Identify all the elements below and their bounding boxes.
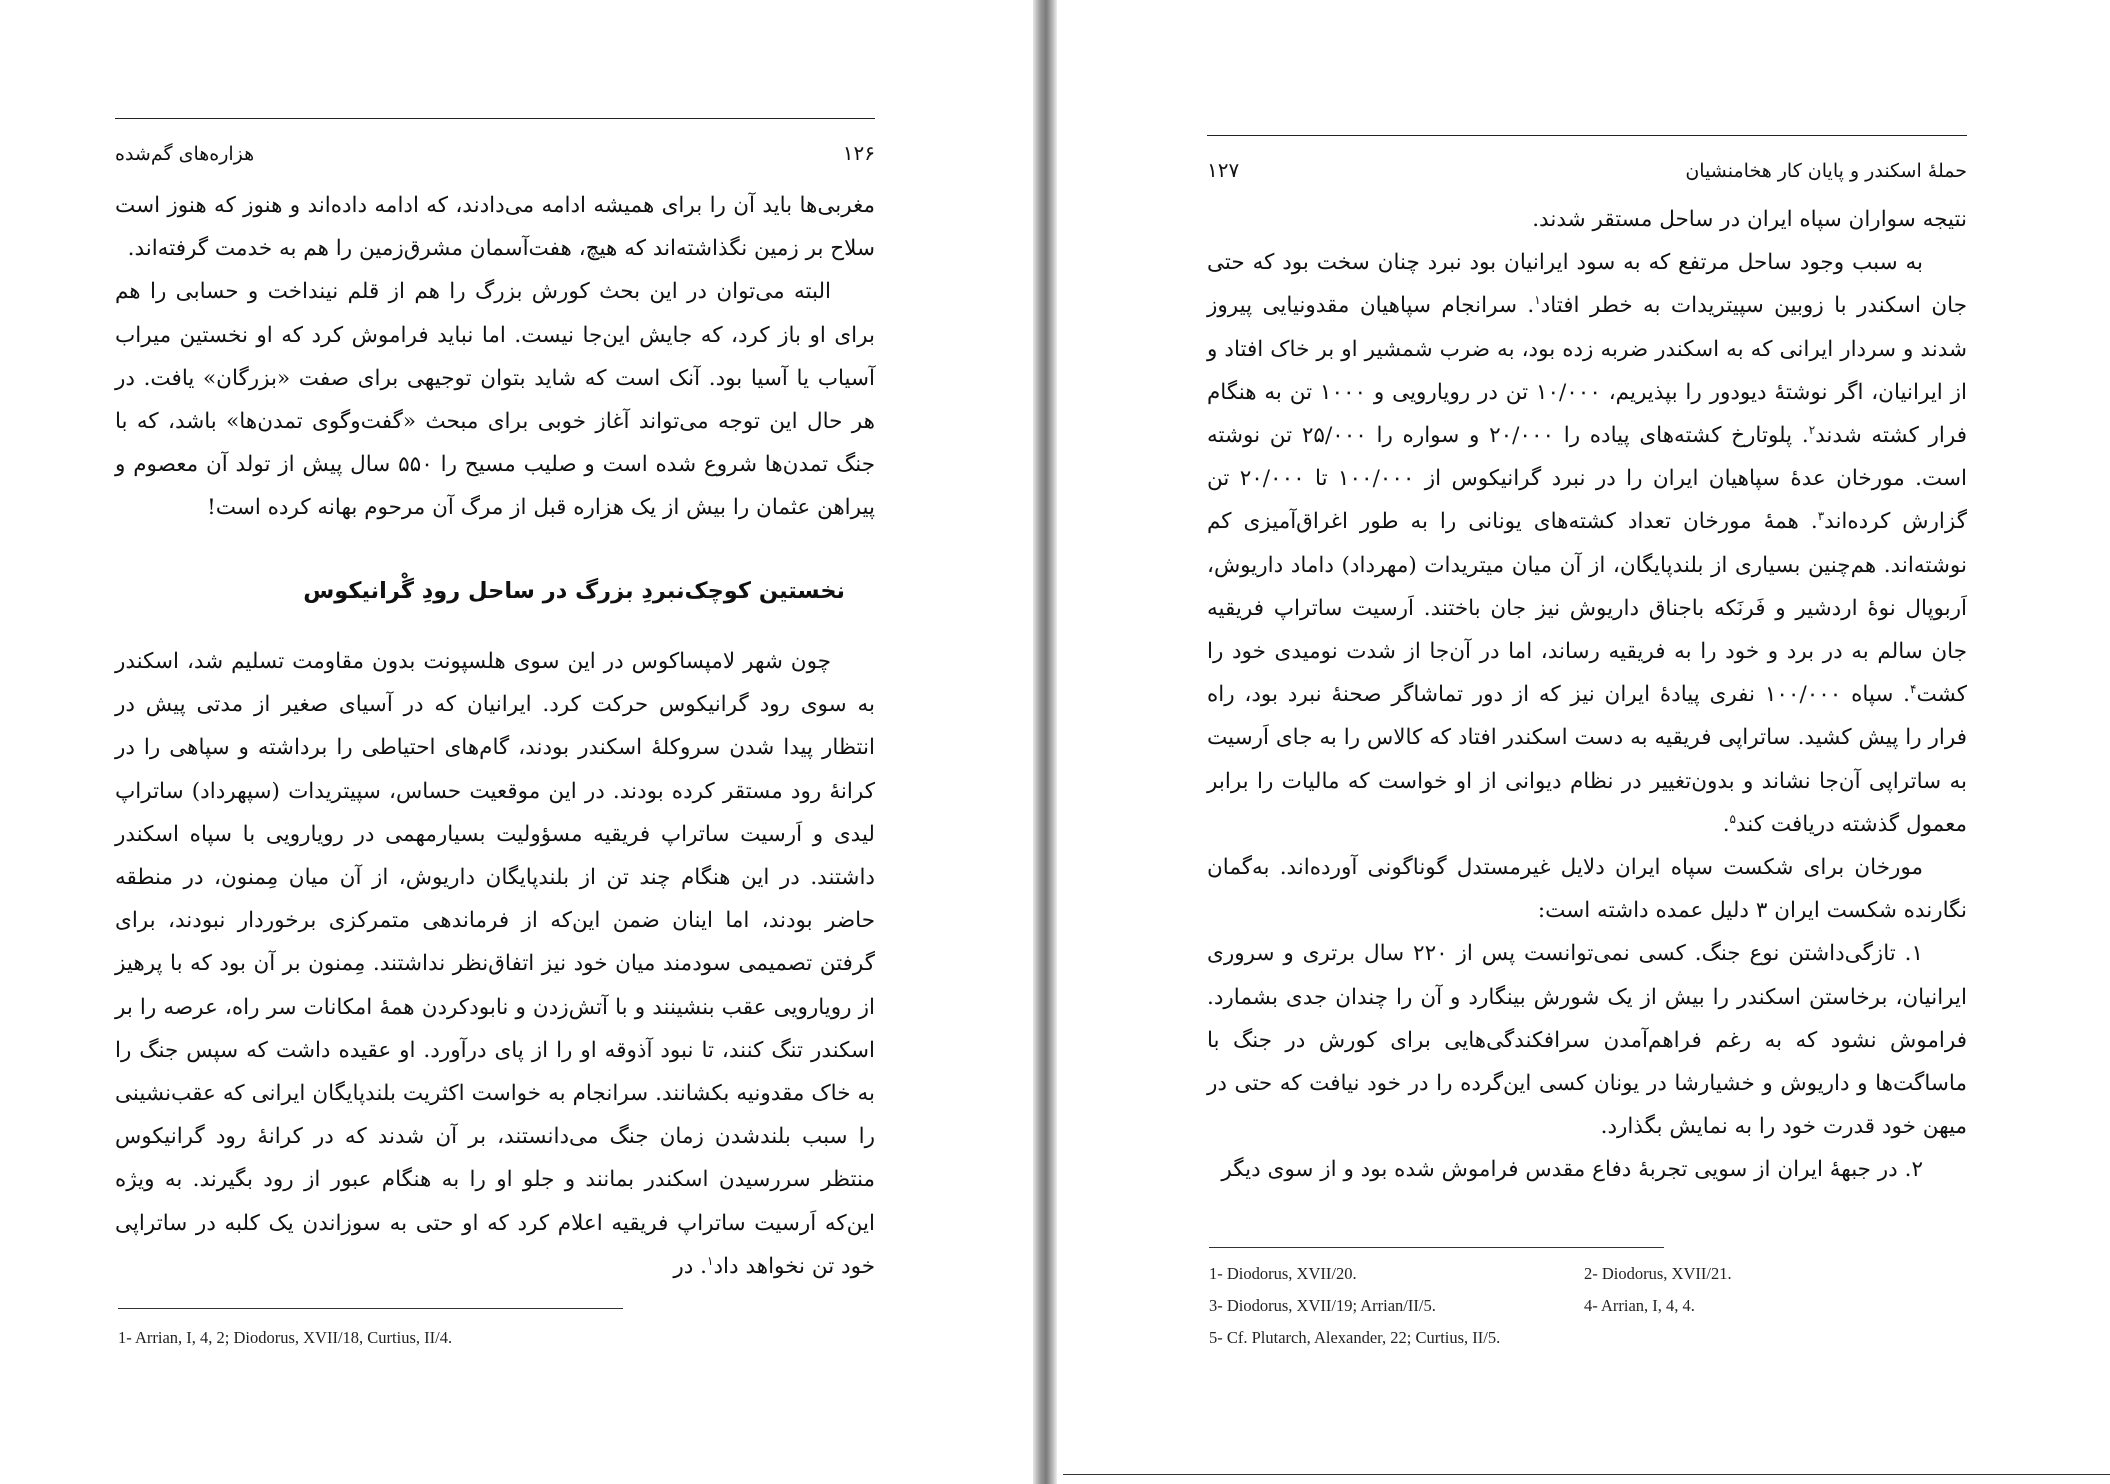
paragraph-text: . (1722, 811, 1730, 837)
footnote: 4- Arrian, I, 4, 4. (1584, 1296, 1695, 1315)
paragraph (1207, 241, 1967, 846)
footnote-marker: ۲ (1808, 422, 1816, 437)
footnote: 3- Diodorus, XVII/19; Arrian/II/5. (1209, 1296, 1436, 1315)
paragraph-text: . همهٔ مورخان تعداد کشته‌های یونانی را به طور اغراق‌آمیزی کم نوشته‌اند. هم‌چنین بسیاری از بلندپایگان، از آن میان میتریدات (مهرداد) داماد داریوش، اَربوپال نوهٔ اردشیر و فَرنَکه باجناق داریوش نیز جان باختند. اَرسیت ساتراپ فریقیه جان سالم به در برد و خود را به فریقیه رساند، اما در آن‌جا از شدت نومیدی خود را کشت (1207, 509, 1967, 708)
footnote-rule (1209, 1247, 1664, 1248)
footnote-marker: ۳ (1817, 509, 1825, 524)
paragraph: ۲. در جبههٔ ایران از سویی تجربهٔ دفاع مقدس فراموش شده بود و از سوی دیگر (1221, 1157, 1923, 1183)
footnote-marker: ۱ (707, 1253, 714, 1268)
paragraph-text: چون شهر لامپساکوس در این سوی هلسپونت بدون مقاومت تسلیم شد، اسکندر به سوی رود گرانیکوس حرکت کرد. ایرانیان که در آسیای صغیر از مدتی پیش در انتظار پیدا شدن سروکلهٔ اسکندر بودند، گام‌های احتیاطی را برداشته و سپاهی را در کرانهٔ رود مستقر کرده بودند. در این موقعیت حساس، سپیتریدات (سپهرداد) ساتراپ لیدی و اَرسیت ساتراپ فریقیه مسؤولیت بسیارمهمی در رویارویی با سپاه اسکندر داشتند. در این هنگام چند تن از بلندپایگان داریوش، از آن میان مِمنون، در منطقه حاضر بودند، اما اینان ضمن این‌که از فرماندهی متمرکزی برخوردار نبودند، برای گرفتن تصمیمی سودمند میان خود نیز اتفاق‌نظر نداشتند. مِمنون بر آن بود که با پرهیز از رویارویی عقب بنشینند و با آتش‌زدن و نابودکردن همهٔ امکانات سر راه، عرصه را بر اسکندر تنگ کنند، تا نبود آذوقه او را از پای درآورد. او عقیده داشت که سپس جنگ را به خاک مقدونیه بکشانند. سرانجام به خواست اکثریت بلندپایگان ایرانی که عقب‌نشینی را سبب بلندشدن زمان جنگ می‌دانستند، بر آن شدند که در کرانهٔ رود گرانیکوس منتظر سررسیدن اسکندر بمانند و جلو او را به هنگام عبور از رود بگیرند. به ویژه این‌که اَرسیت ساتراپ فریقیه اعلام کرد که او حتی به سوزاندن یک کلبه در ساتراپی خود تن نخواهد داد (115, 649, 875, 1279)
paragraph: مغربی‌ها باید آن را برای همیشه ادامه می‌دادند، که ادامه داده‌اند و هنوز که هنوز است سلاح بر زمین نگذاشته‌اند که هیچ، هفت‌آسمان مشرق‌زمین را هم به خدمت گرفته‌اند. (115, 193, 875, 262)
footnotes (118, 1328, 818, 1348)
paragraph: البته می‌توان در این بحث کورش بزرگ را هم از قلم نینداخت و حسابی را هم برای او باز کرد، که جایش این‌جا نیست. اما نباید فراموش کرد که او نخستین میراب آسیاب یا آسیا بود. آنک است که شاید بتوان توجیهی برای صفت «بزرگان» یافت. در هر حال این توجه می‌تواند آغاز خوبی برای مبحث «گفت‌وگوی تمدن‌ها» باشد، که با جنگ تمدن‌ها شروع شده است و صلیب مسیح را ۵۵۰ سال پیش از تولد آن معصوم و پیراهن عثمان را بیش از یک هزاره قبل از مرگ آن مرحوم بهانه کرده است! (115, 279, 875, 521)
page-number: ۱۲۶ (842, 141, 875, 165)
book-gutter (1033, 0, 1057, 1484)
paragraph: نتیجه سواران سپاه ایران در ساحل مستقر شدند. (1532, 207, 1967, 232)
footnote: 2- Diodorus, XVII/21. (1584, 1264, 1732, 1283)
paragraph (115, 640, 875, 1288)
running-title: حملهٔ اسکندر و پایان کار هخامنشیان (1685, 160, 1967, 182)
footnote-marker: ۴ (1910, 682, 1917, 697)
paragraph-text: . پلوتارخ کشته‌های پیاده را ۲۰/۰۰۰ و سواره را ۲۵/۰۰۰ تن نوشته است. مورخان عدهٔ سپاهیان ایران را در نبرد گرانیکوس از ۱۰۰/۰۰۰ تا ۲۰/۰۰۰ تن گزارش کرده‌اند (1207, 423, 1968, 535)
footnote-marker: ۱ (1534, 293, 1541, 308)
paragraph: ۱. تازگی‌داشتن نوع جنگ. کسی نمی‌توانست پس از ۲۲۰ سال برتری و سروری ایرانیان، برخاستن اسکندر را بیش از یک شورش بینگارد و آن را چندان جدی بشمارد. فراموش نشود که به رغم فراهم‌آمدن سرافکندگی‌هایی برای کورش در جنگ با ماساگت‌ها و داریوش و خشیارشا در یونان کسی این‌گرده را در خود نیافت که حتی در میهن خود قدرت خود را به نمایش بگذارد. (1207, 941, 1967, 1140)
left-page (0, 0, 1033, 1484)
right-page (1057, 0, 2110, 1484)
footnote: 1- Arrian, I, 4, 2; Diodorus, XVII/18, Curtius, II/4. (118, 1328, 453, 1347)
footnotes (1209, 1264, 1909, 1348)
footnote-rule (118, 1308, 623, 1309)
left-page-header (115, 118, 875, 165)
footnote: 1- Diodorus, XVII/20. (1209, 1264, 1357, 1283)
paragraph-text: . سرانجام سپاهیان مقدونیایی پیروز شدند و سردار ایرانی که به اسکندر ضربه زده بود، به ضرب شمشیر او بر خاک افتاد و از ایرانیان، اگر نوشتهٔ دیودور را بپذیریم، ۱۰/۰۰۰ تن در رویارویی و ۱۰۰۰ تن به هنگام فرار کشته شدند (1207, 293, 1968, 449)
paragraph-text: به سبب وجود ساحل مرتفع که به سود ایرانیان بود نبرد چنان سخت بود که حتی جان اسکندر با زوبین سپیتریدات به خطر افتاد (1207, 250, 1967, 319)
running-title: هزاره‌های گم‌شده (115, 143, 255, 165)
right-text (1207, 198, 1967, 1192)
footnote-marker: ۵ (1729, 811, 1736, 826)
left-bottom-text (115, 640, 875, 1288)
footnote: 5- Cf. Plutarch, Alexander, 22; Curtius, II/5. (1209, 1328, 1501, 1347)
right-page-header (1207, 135, 1967, 182)
paragraph-text: . در (673, 1253, 708, 1279)
page-number: ۱۲۷ (1207, 158, 1240, 182)
paragraph: مورخان برای شکست سپاه ایران دلایل غیرمستدل گوناگونی آورده‌اند. به‌گمان نگارنده شکست ایران ۳ دلیل عمده داشته است: (1207, 855, 1967, 924)
left-top-text (115, 184, 875, 530)
paragraph-text: . سپاه ۱۰۰/۰۰۰ نفری پیادهٔ ایران نیز که از دور تماشاگر صحنهٔ نبرد بود، راه فرار را پیش‌ کشید. ساتراپی فریقیه به دست اسکندر افتاد که کالاس را به جای اَرسیت به ساتراپی آن‌جا نشاند و بدون‌تغییر در نظام دیوانی از او خواست که مالیات را برابر معمول گذشته دریافت کند (1207, 682, 1967, 837)
section-heading: نخستین کوچک‌نبردِ بزرگ در ساحل رودِ گْرانیکوس (303, 578, 845, 604)
page-bottom-rule (1063, 1474, 2110, 1475)
